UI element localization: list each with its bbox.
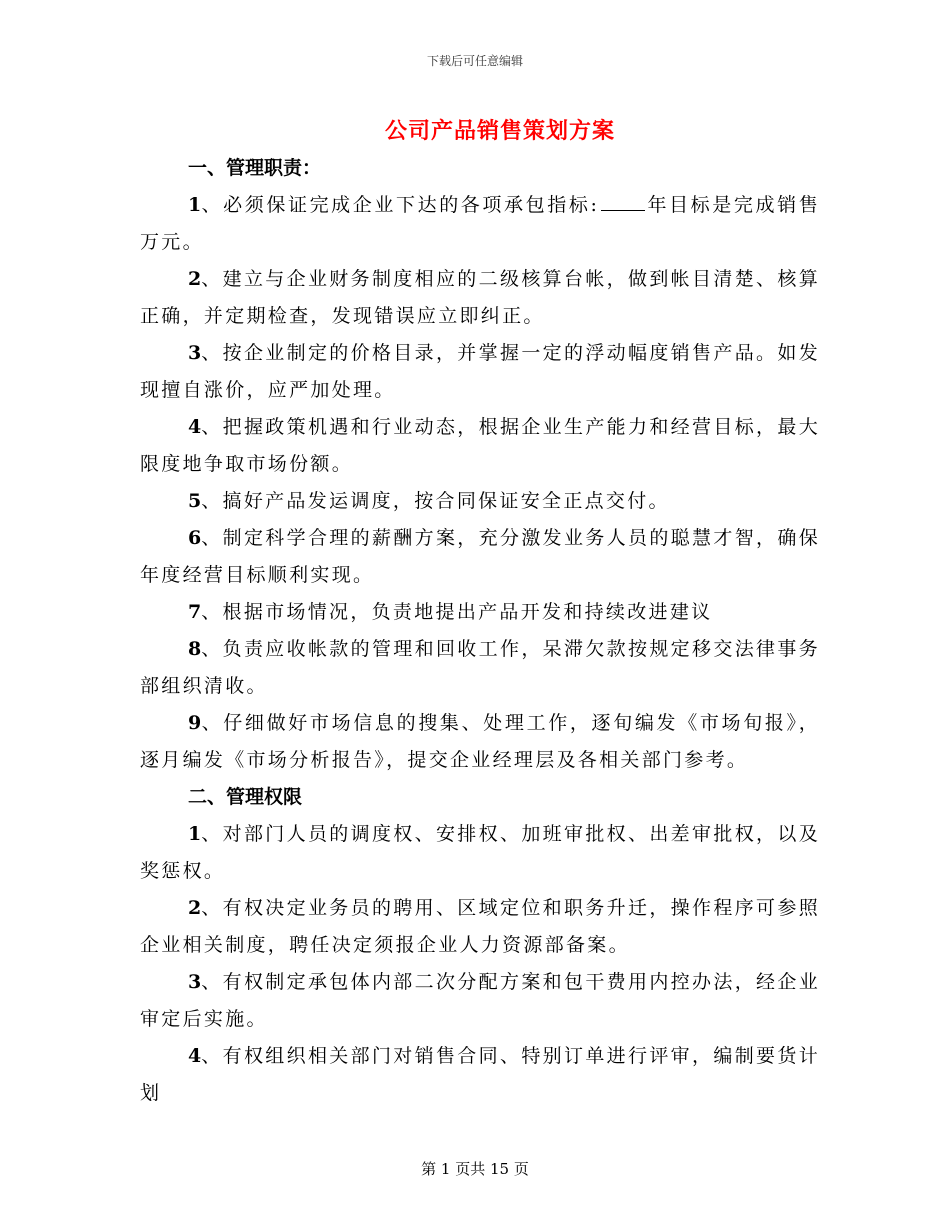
document-body [140, 150, 820, 1112]
page-header-note: 下载后可任意编辑 [426, 54, 523, 68]
item-text: 、根据市场情况，负责地提出产品开发和持续改进建议 [201, 601, 713, 623]
item-text: 、按企业制定的价格目录，并掌握一定的浮动幅度销售产品。如发现擅自涨价，应严加处理。 [140, 342, 820, 401]
item-number: 1 [188, 194, 202, 216]
item-text: 、把握政策机遇和行业动态，根据企业生产能力和经营目标，最大限度地争取市场份额。 [140, 416, 820, 475]
list-item [140, 816, 820, 890]
list-item [140, 409, 820, 483]
item-text: 、有权决定业务员的聘用、区域定位和职务升迁，操作程序可参照企业相关制度，聘任决定须报企业人力资源部备案。 [140, 897, 820, 956]
item-number: 2 [188, 897, 202, 919]
item-text: 年目标是完成销售万元。 [140, 194, 821, 253]
item-text: 、必须保证完成企业下达的各项承包指标: [201, 194, 600, 216]
item-number: 3 [188, 342, 202, 364]
item-number: 1 [188, 823, 202, 845]
item-text: 、有权组织相关部门对销售合同、特别订单进行评审，编制要货计划 [140, 1045, 820, 1104]
item-number: 7 [188, 601, 202, 623]
item-text: 、制定科学合理的薪酬方案，充分激发业务人员的聪慧才智，确保年度经营目标顺利实现。 [140, 527, 820, 586]
list-item [140, 890, 820, 964]
item-number: 4 [188, 416, 202, 438]
item-text: 、对部门人员的调度权、安排权、加班审批权、出差审批权，以及奖惩权。 [140, 823, 820, 882]
list-item [140, 261, 820, 335]
item-number: 3 [188, 971, 202, 993]
list-item [140, 187, 820, 261]
section-heading-responsibilities: 一、管理职责： [188, 157, 322, 179]
item-number: 5 [188, 490, 202, 512]
page-number: 第 1 页共 15 页 [421, 1160, 529, 1178]
list-item [140, 964, 820, 1038]
item-number: 8 [188, 638, 202, 660]
item-number: 2 [188, 268, 202, 290]
list-item [140, 335, 820, 409]
item-text: 、有权制定承包体内部二次分配方案和包干费用内控办法，经企业审定后实施。 [140, 971, 820, 1030]
fill-in-blank [601, 194, 645, 211]
item-number: 4 [188, 1045, 202, 1067]
item-text: 、负责应收帐款的管理和回收工作，呆滞欠款按规定移交法律事务部组织清收。 [140, 638, 820, 697]
document-title: 公司产品销售策划方案 [384, 118, 615, 144]
list-item [140, 1038, 820, 1112]
item-text: 、建立与企业财务制度相应的二级核算台帐，做到帐目清楚、核算正确，并定期检查，发现错误应立即纠正。 [140, 268, 820, 327]
item-text: 、搞好产品发运调度，按合同保证安全正点交付。 [201, 490, 670, 512]
item-number: 6 [188, 527, 202, 549]
list-item [140, 520, 820, 594]
list-item [140, 483, 820, 520]
item-number: 9 [188, 712, 202, 734]
list-item [140, 594, 820, 631]
section-heading-authority: 二、管理权限 [188, 786, 303, 808]
item-text: 、仔细做好市场信息的搜集、处理工作，逐旬编发《市场旬报》，逐月编发《市场分析报告》，提交企业经理层及各相关部门参考。 [140, 712, 820, 771]
list-item [140, 705, 820, 779]
list-item [140, 631, 820, 705]
